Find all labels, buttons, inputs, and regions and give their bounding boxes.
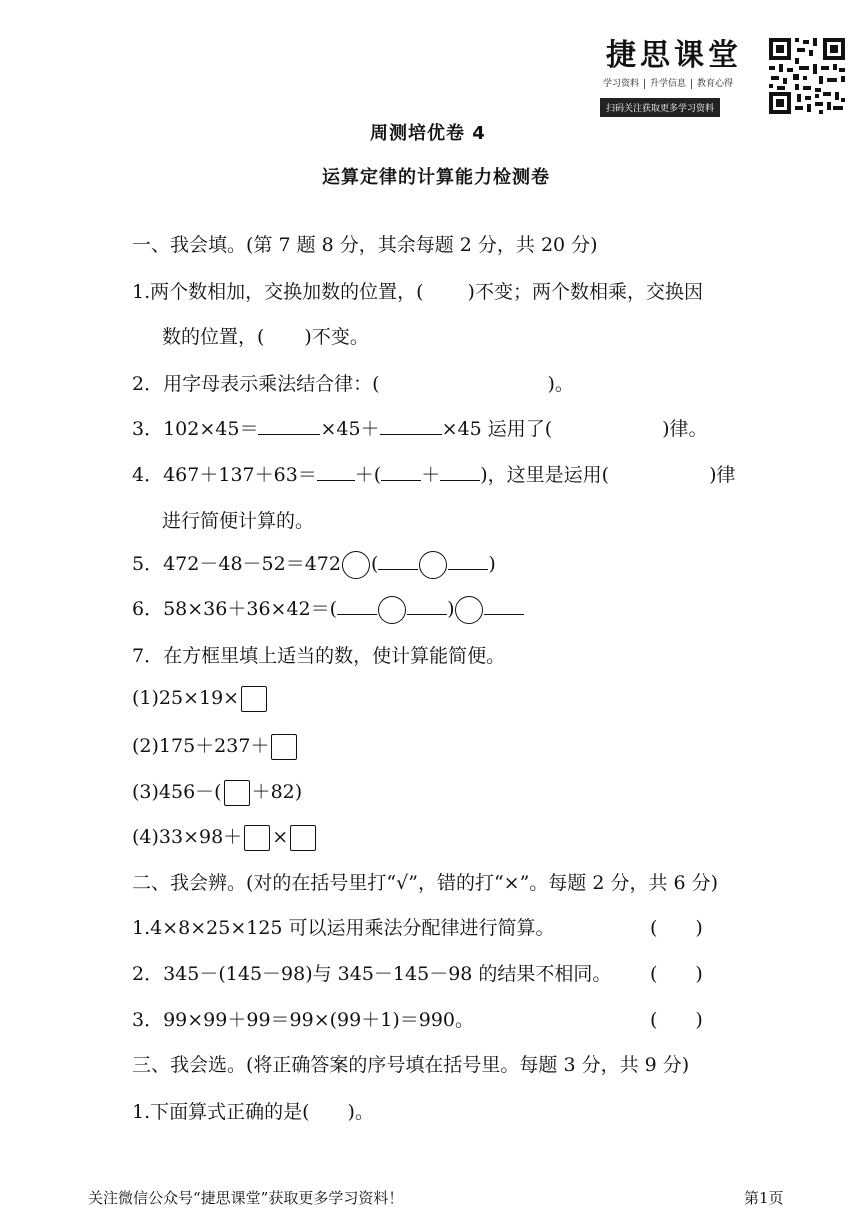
answer-blank[interactable] <box>378 550 418 570</box>
answer-blank[interactable] <box>381 461 421 481</box>
answer-blank[interactable] <box>337 595 377 615</box>
judge-answer-paren[interactable]: ( ) <box>650 917 703 939</box>
operator-circle[interactable] <box>455 596 483 624</box>
question-3: 3．102×45＝ ×45＋ ×45 运用了( )律。 <box>132 414 708 441</box>
answer-blank[interactable] <box>407 595 447 615</box>
answer-blank[interactable] <box>380 415 442 435</box>
question-4-line2: 进行简便计算的。 <box>162 510 315 532</box>
tag-item: 学习资料 <box>598 79 645 89</box>
answer-box[interactable] <box>244 825 270 851</box>
question-4-line1: 4．467＋137＋63＝ ＋( ＋ )，这里是运用( )律 <box>132 460 735 487</box>
operator-circle[interactable] <box>342 551 370 579</box>
question-7-3: (3)456－( ＋82) <box>132 777 302 806</box>
question-1-line2: 数的位置，( )不变。 <box>162 326 369 348</box>
answer-box[interactable] <box>241 686 267 712</box>
scan-banner: 扫码关注获取更多学习资料 <box>600 98 720 117</box>
question-7-4: (4)33×98＋ × <box>132 822 318 851</box>
question-7-1: (1)25×19× <box>132 686 269 712</box>
question-5: 5．472－48－52＝472 ( ) <box>132 549 496 579</box>
judge-item-3: 3．99×99＋99＝99×(99＋1)＝990。 <box>132 1009 474 1031</box>
choice-question-1: 1.下面算式正确的是( )。 <box>132 1101 374 1123</box>
tag-item: 教育心得 <box>697 79 734 89</box>
question-1-line1: 1.两个数相加，交换加数的位置，( )不变；两个数相乘，交换因 <box>132 281 703 303</box>
operator-circle[interactable] <box>419 551 447 579</box>
page-subtitle: 运算定律的计算能力检测卷 <box>322 167 550 188</box>
operator-circle[interactable] <box>378 596 406 624</box>
question-6: 6．58×36＋36×42＝( ) <box>132 594 524 624</box>
answer-box[interactable] <box>271 734 297 760</box>
question-7: 7．在方框里填上适当的数，使计算能简便。 <box>132 645 506 667</box>
footer-note: 关注微信公众号“捷思课堂”获取更多学习资料！ <box>88 1189 404 1207</box>
section3-heading: 三、我会选。(将正确答案的序号填在括号里。每题 3 分，共 9 分) <box>132 1054 690 1076</box>
page-title: 周测培优卷 4 <box>370 123 486 144</box>
judge-item-2: 2．345－(145－98)与 345－145－98 的结果不相同。 <box>132 963 612 985</box>
judge-item-1: 1.4×8×25×125 可以运用乘法分配律进行简算。 <box>132 917 555 939</box>
answer-blank[interactable] <box>440 461 480 481</box>
judge-answer-paren[interactable]: ( ) <box>650 963 703 985</box>
brand-logo-text: 捷思课堂 <box>606 38 742 73</box>
question-7-2: (2)175＋237＋ <box>132 731 299 760</box>
answer-box[interactable] <box>224 780 250 806</box>
answer-blank[interactable] <box>258 415 320 435</box>
tag-item: 升学信息 <box>645 79 692 89</box>
section2-heading: 二、我会辨。(对的在括号里打“√”，错的打“×”。每题 2 分，共 6 分) <box>132 872 719 894</box>
question-2: 2．用字母表示乘法结合律：( )。 <box>132 373 574 395</box>
answer-blank[interactable] <box>484 595 524 615</box>
answer-blank[interactable] <box>448 550 488 570</box>
answer-box[interactable] <box>290 825 316 851</box>
brand-tags <box>598 76 738 89</box>
answer-blank[interactable] <box>317 461 355 481</box>
judge-answer-paren[interactable]: ( ) <box>650 1009 703 1031</box>
qr-code-icon <box>767 36 847 116</box>
page-number: 第1页 <box>744 1189 784 1207</box>
section1-heading: 一、我会填。(第 7 题 8 分，其余每题 2 分，共 20 分) <box>132 234 598 256</box>
